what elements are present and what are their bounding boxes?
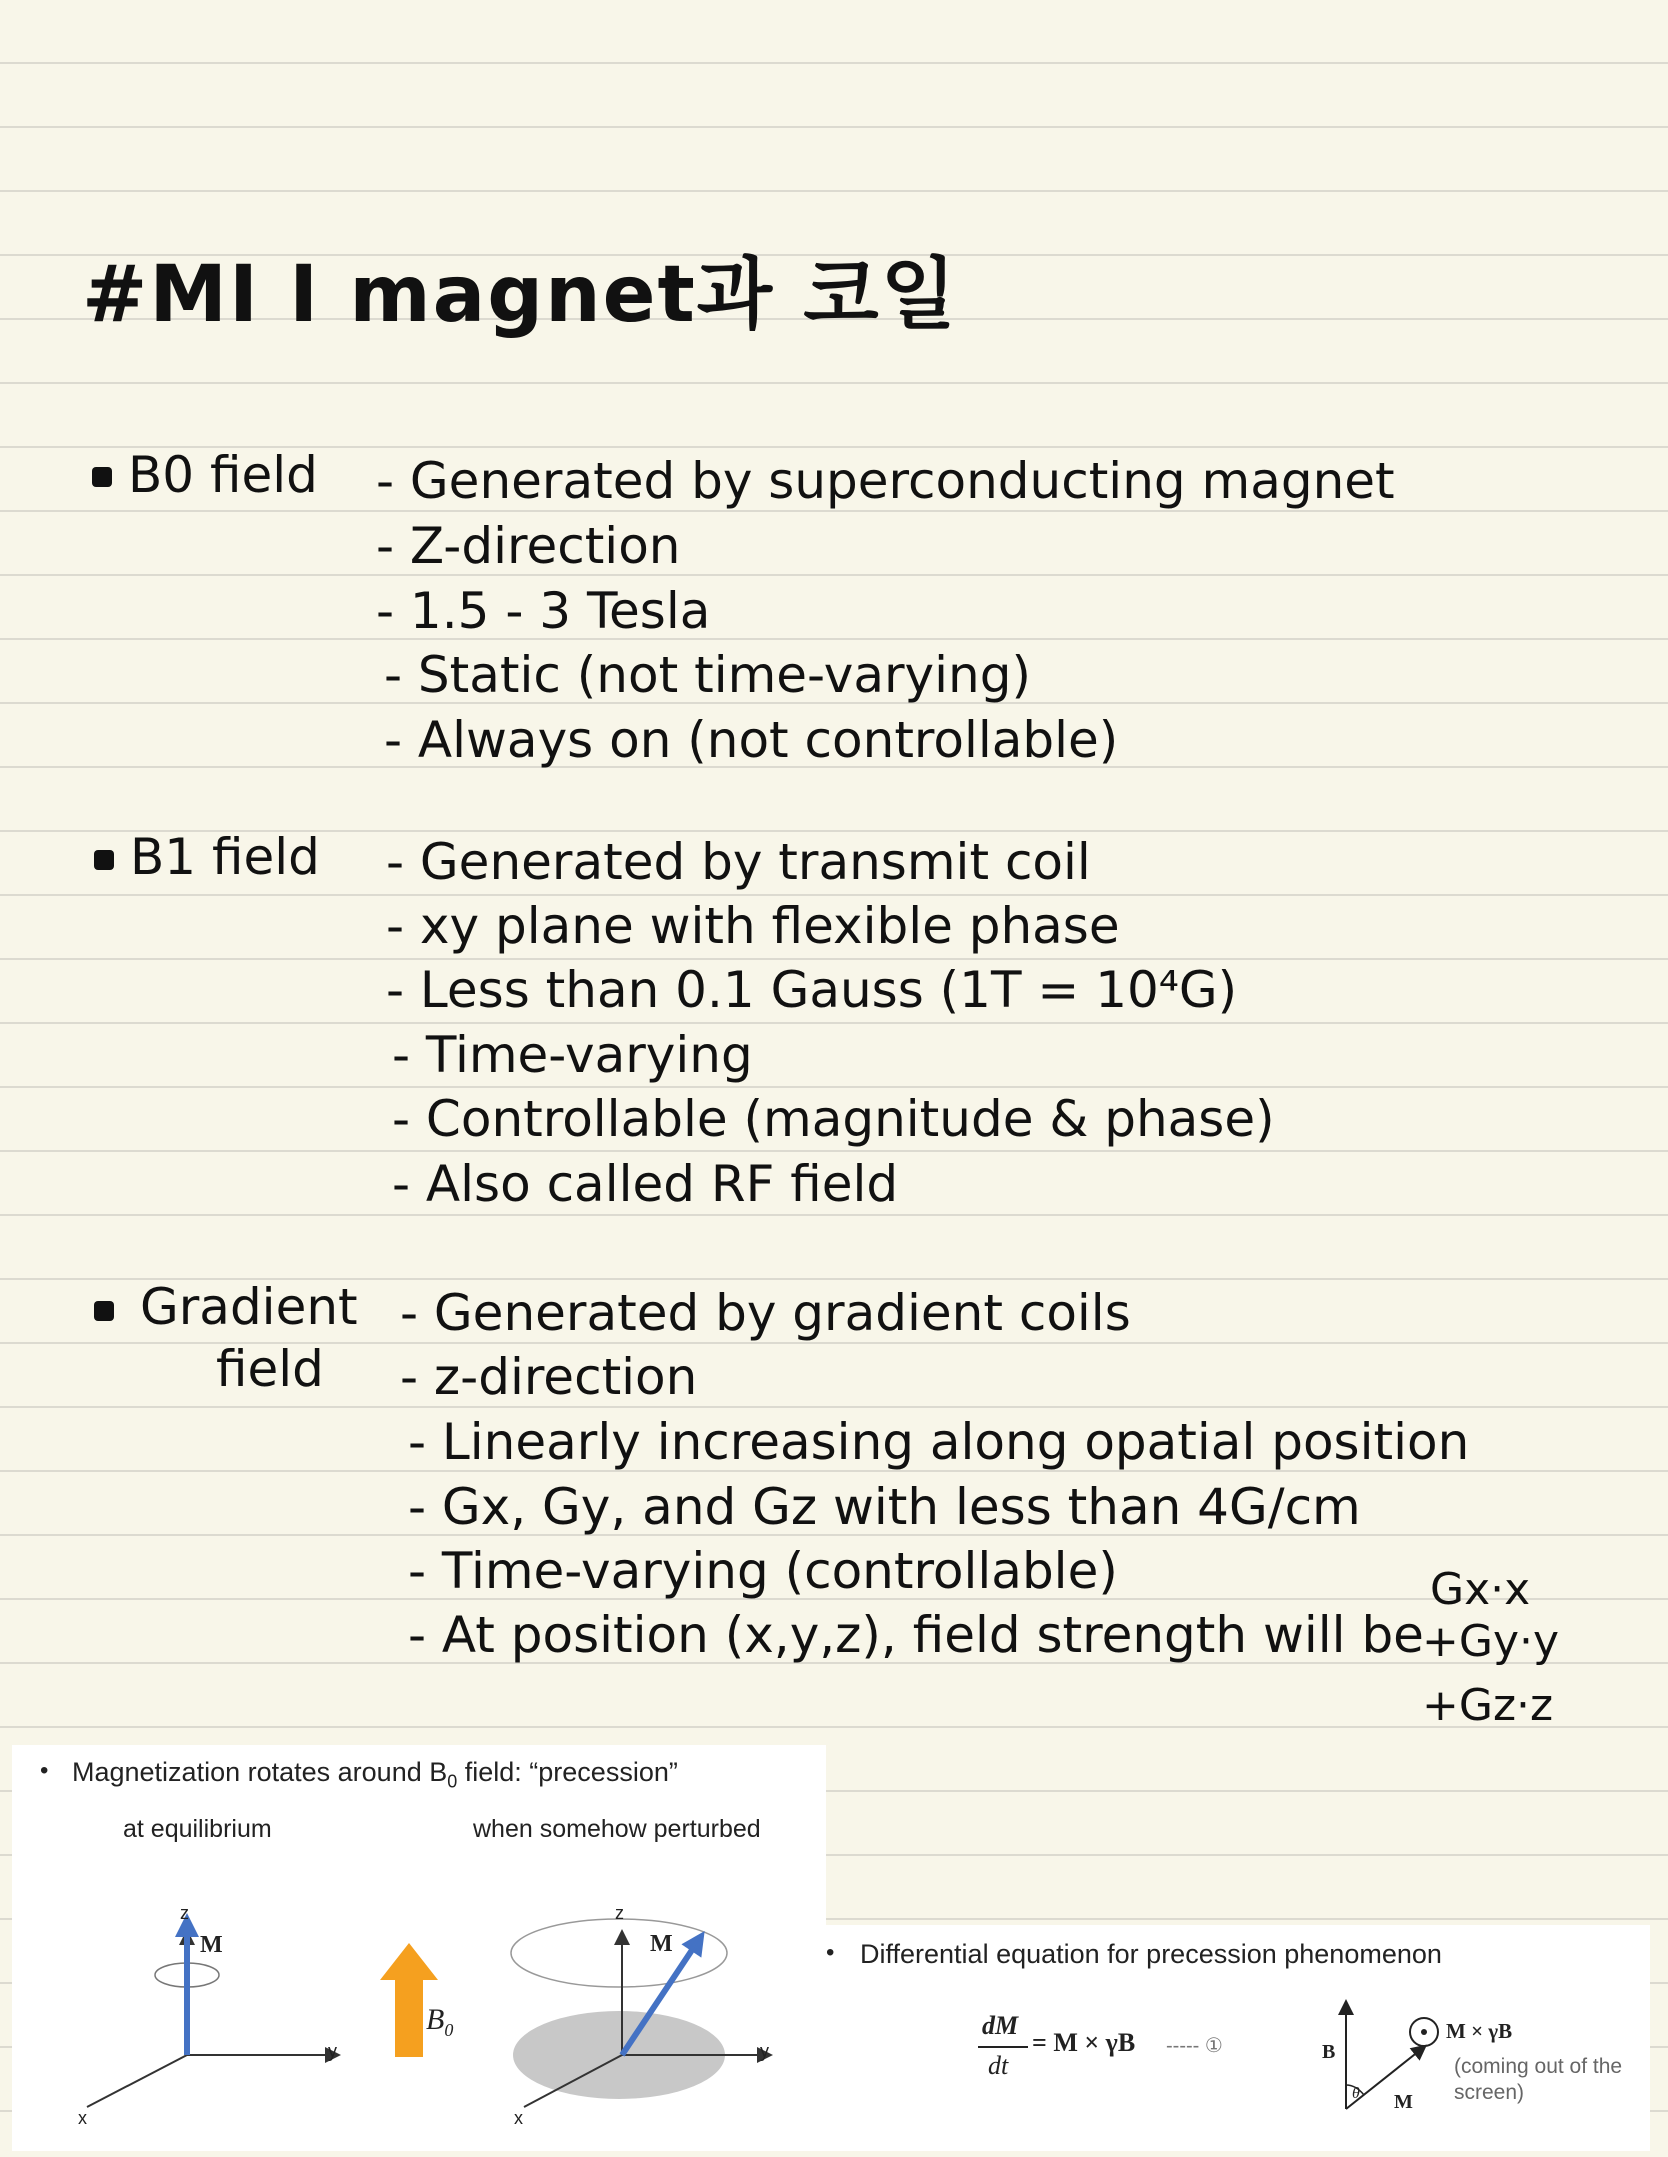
precession-figure-panel (12, 1745, 826, 2151)
b0-item: - 1.5 - 3 Tesla (376, 582, 711, 640)
theta-label: θ (1352, 2085, 1360, 2102)
right-z-label: z (615, 1903, 624, 1923)
gradient-item: - Linearly increasing along opatial position (408, 1413, 1470, 1471)
gradient-item: - Gx, Gy, and Gz with less than 4G/cm (408, 1478, 1361, 1536)
b-label: B (1322, 2041, 1336, 2063)
eq-marker: ----- ① (1166, 2035, 1223, 2057)
m-label: M (1394, 2091, 1413, 2113)
page-title: #MI I magnet과 코일 (82, 250, 958, 340)
bullet-gradient (94, 1301, 114, 1321)
right-precession-ellipse (511, 1919, 727, 1987)
b1-item: - Also called RF field (392, 1155, 899, 1213)
note-line-2: screen) (1454, 2081, 1525, 2104)
equation-panel (814, 1925, 1650, 2151)
section-label-gradient-2: field (216, 1340, 324, 1398)
bullet-b0 (92, 467, 112, 487)
right-x-label: x (514, 2108, 523, 2128)
cross-product-diagram (814, 1925, 1650, 2151)
b1-item: - Time-varying (392, 1026, 753, 1084)
gradient-item: - Generated by gradient coils (400, 1284, 1131, 1342)
b1-item: - Controllable (magnitude & phase) (392, 1090, 1275, 1148)
precession-diagram (12, 1745, 826, 2151)
b0-label: $B_0$ (426, 2003, 454, 2040)
section-label-b0: B0 field (128, 446, 318, 504)
eq-numerator: dM (982, 2011, 1019, 2040)
b1-item: - Less than 0.1 Gauss (1T = 10⁴G) (386, 961, 1238, 1019)
eq-denominator: dt (988, 2051, 1009, 2080)
right-m-label: M (650, 1931, 673, 1957)
b0-item: - Z-direction (376, 517, 681, 575)
right-y-label: y (760, 2041, 769, 2061)
gradient-formula-line: +Gy·y (1422, 1616, 1560, 1667)
b0-item: - Always on (not controllable) (384, 711, 1119, 769)
b1-item: - Generated by transmit coil (386, 833, 1091, 891)
bullet-b1 (94, 850, 114, 870)
left-z-label: z (180, 1903, 189, 1923)
gradient-formula-line: +Gz·z (1422, 1680, 1554, 1731)
gradient-item: - Time-varying (controllable) (408, 1542, 1118, 1600)
equation-heading: Differential equation for precession phenomenon (860, 1939, 1442, 1969)
left-m-label: M (200, 1932, 223, 1958)
gradient-formula-line: Gx·x (1430, 1564, 1531, 1615)
left-x-axis (87, 2055, 187, 2107)
left-y-label: y (328, 2041, 337, 2061)
note-line-1: (coming out of the (1454, 2055, 1623, 2078)
precession-heading: Magnetization rotates around $B_0$ field: “precession” (72, 1757, 678, 1792)
eq-rhs: = M × γB (1032, 2028, 1136, 2057)
bullet-dot: • (826, 1939, 835, 1966)
bullet-dot: • (40, 1757, 49, 1784)
b0-item: - Static (not time-varying) (384, 646, 1031, 704)
b1-item: - xy plane with flexible phase (386, 897, 1120, 955)
gradient-item: - z-direction (400, 1348, 698, 1406)
left-x-label: x (78, 2108, 87, 2128)
b0-item: - Generated by superconducting magnet (376, 452, 1395, 510)
section-label-gradient: Gradient (140, 1278, 358, 1336)
caption-perturbed: when somehow perturbed (473, 1815, 761, 1843)
gradient-item: - At position (x,y,z), field strength will be (408, 1606, 1424, 1664)
cross-label: M × γB (1446, 2019, 1513, 2043)
section-label-b1: B1 field (130, 828, 320, 886)
caption-equilibrium: at equilibrium (123, 1815, 272, 1843)
